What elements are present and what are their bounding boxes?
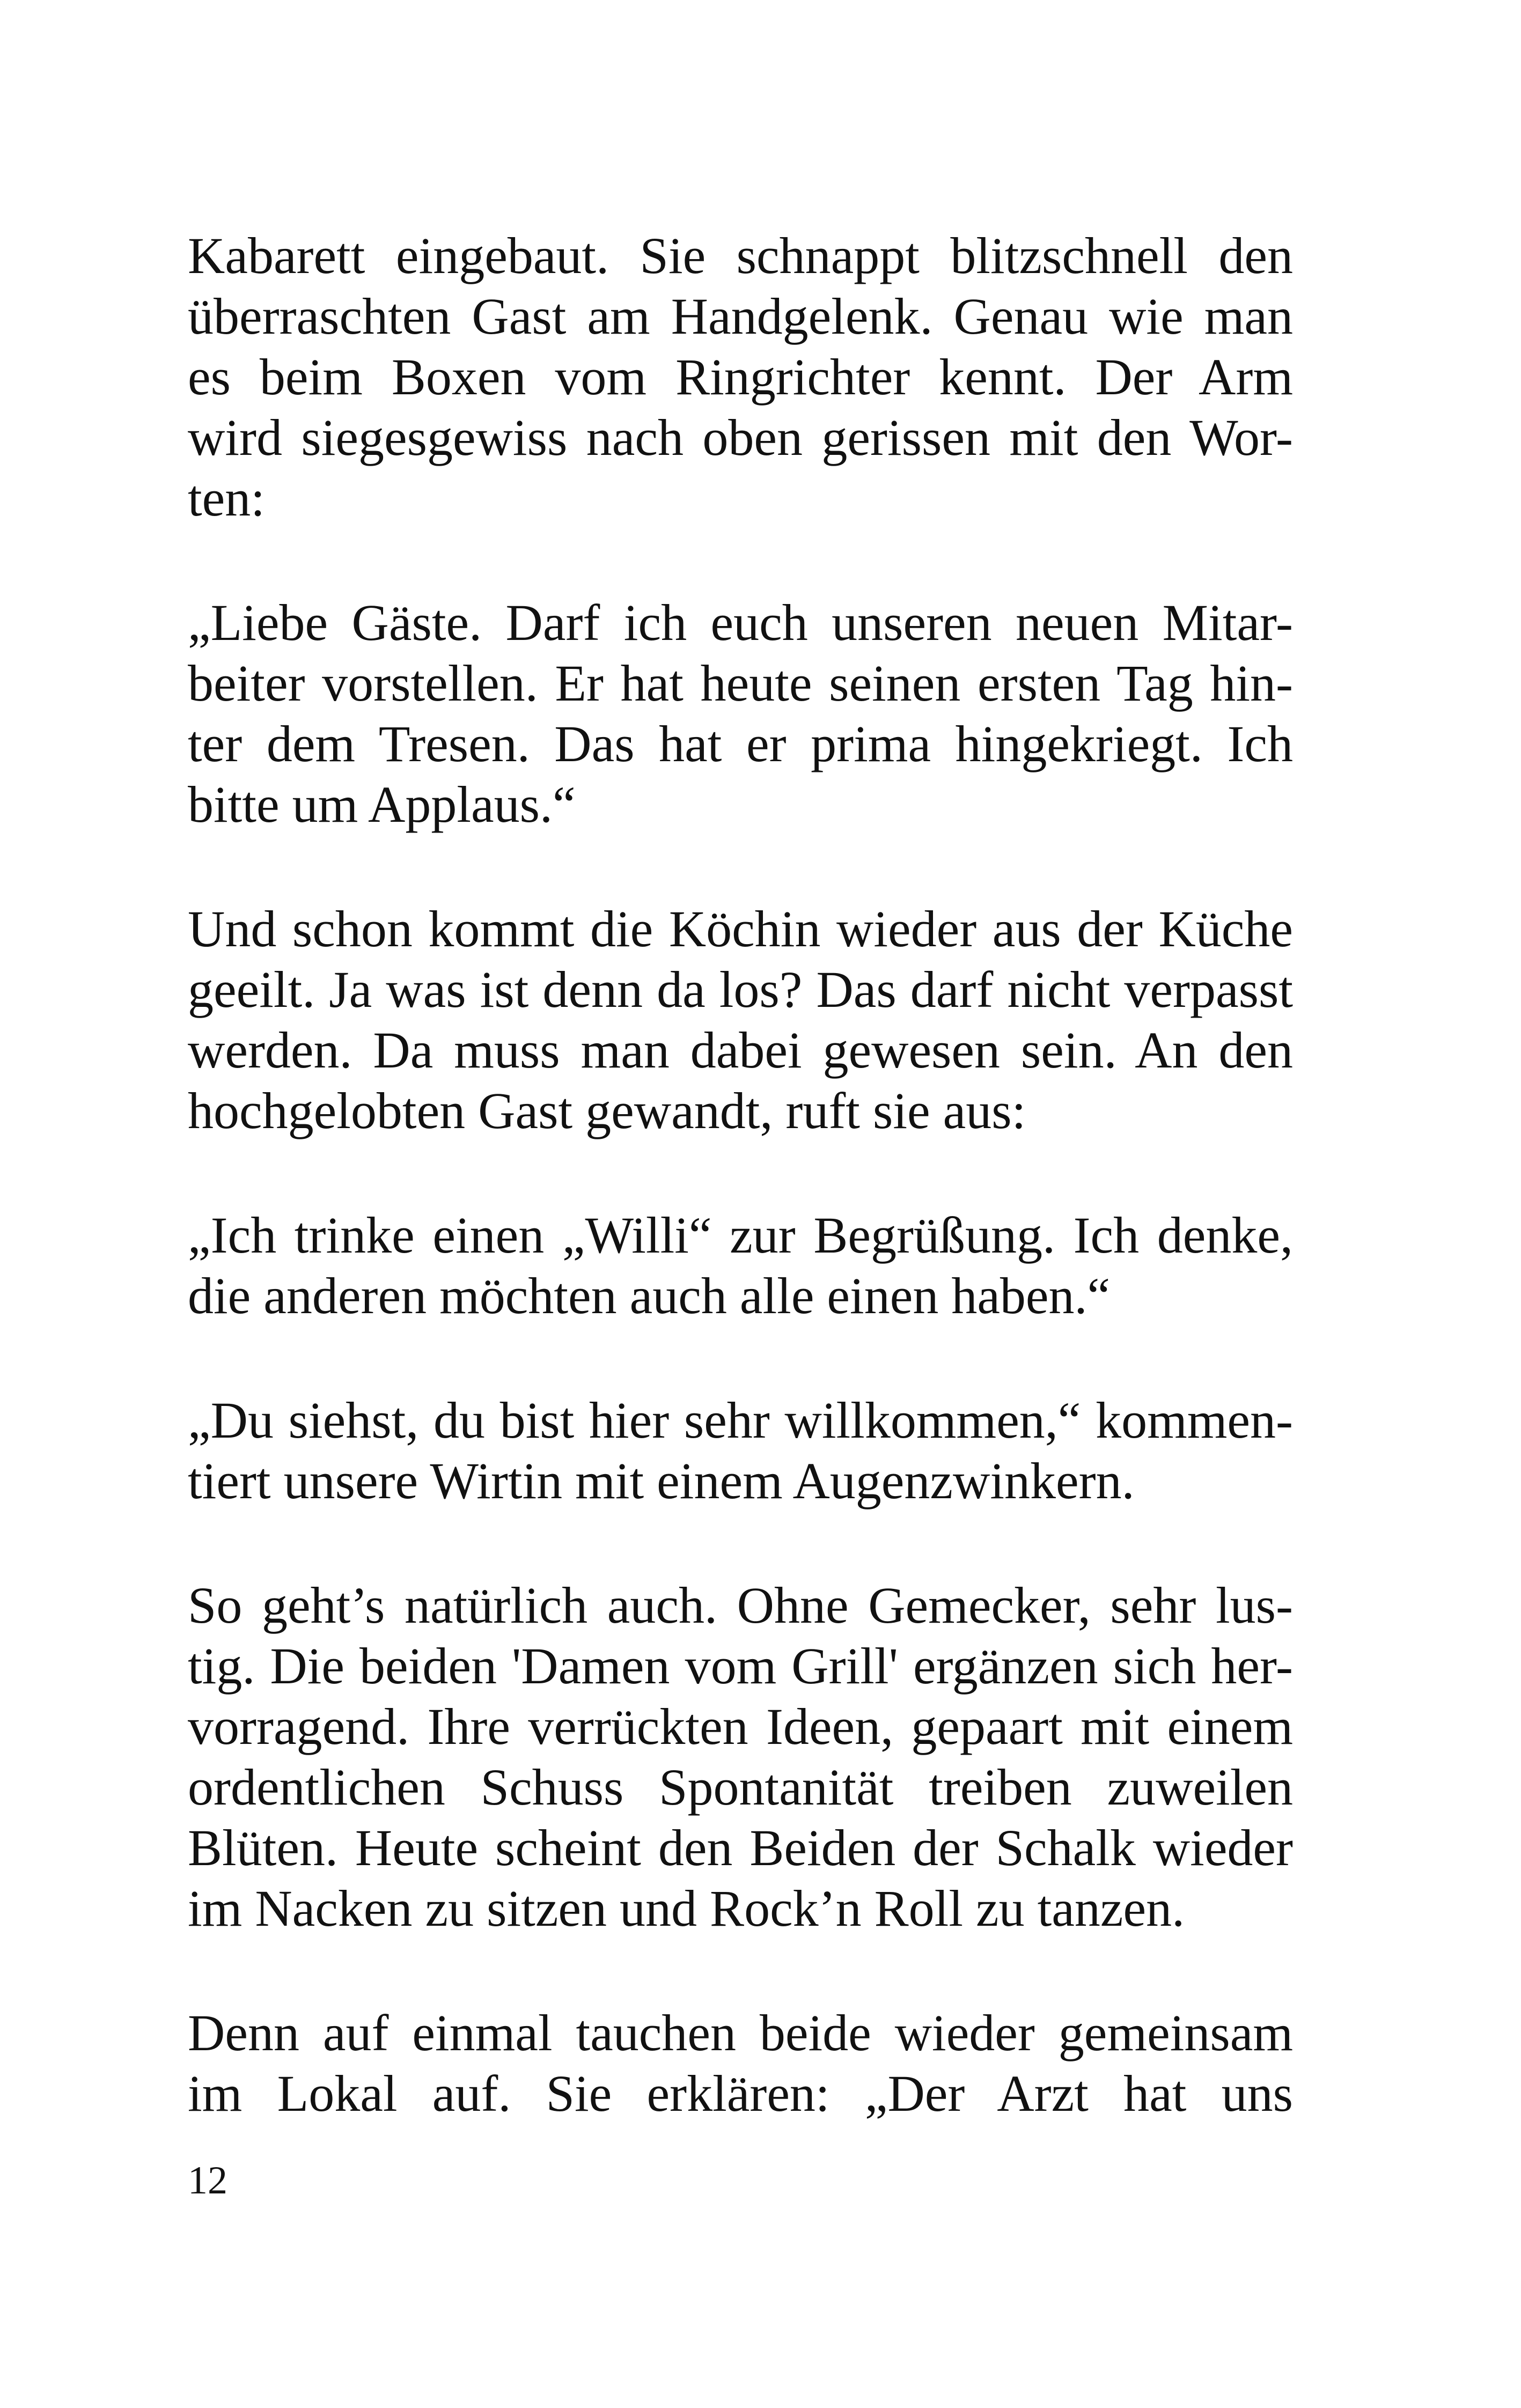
text-line: geeilt. Ja was ist denn da los? Das darf nicht verpasst	[188, 961, 1293, 1018]
text-line: Und schon kommt die Köchin wieder aus der Küche	[188, 900, 1293, 958]
text-line: vorragend. Ihre verrückten Ideen, gepaart mit einem	[188, 1698, 1293, 1755]
text-line: Denn auf einmal tauchen beide wieder gemeinsam	[188, 2004, 1293, 2061]
paragraph	[188, 592, 1293, 835]
paragraph	[188, 225, 1293, 528]
paragraph	[188, 1205, 1293, 1326]
text-line: tiert unsere Wirtin mit einem Augenzwinkern.	[188, 1452, 1135, 1509]
page-number: 12	[188, 2159, 227, 2203]
text-line: „Ich trinke einen „Willi“ zur Begrüßung. Ich denke,	[188, 1206, 1293, 1264]
text-line: überraschten Gast am Handgelenk. Genau wie man	[188, 288, 1293, 345]
paragraph	[188, 1575, 1293, 1939]
text-line: es beim Boxen vom Ringrichter kennt. Der Arm	[188, 348, 1293, 406]
paragraph	[188, 1390, 1293, 1511]
paragraph	[188, 899, 1293, 1141]
text-line: ter dem Tresen. Das hat er prima hingekriegt. Ich	[188, 715, 1293, 772]
body-text	[188, 225, 1293, 2188]
text-line: „Du siehst, du bist hier sehr willkommen,“ kommen-	[188, 1391, 1293, 1449]
text-line: Blüten. Heute scheint den Beiden der Schalk wieder	[188, 1819, 1293, 1876]
text-line: im Nacken zu sitzen und Rock’n Roll zu tanzen.	[188, 1880, 1185, 1937]
text-line: beiter vorstellen. Er hat heute seinen ersten Tag hin-	[188, 654, 1293, 712]
text-line: So geht’s natürlich auch. Ohne Gemecker, sehr lus-	[188, 1577, 1293, 1634]
text-line: ordentlichen Schuss Spontanität treiben zuweilen	[188, 1758, 1293, 1816]
text-line: „Liebe Gäste. Darf ich euch unseren neuen Mitar-	[188, 594, 1293, 651]
text-line: tig. Die beiden 'Damen vom Grill' ergänzen sich her-	[188, 1637, 1293, 1695]
paragraph	[188, 2002, 1293, 2124]
text-line: die anderen möchten auch alle einen haben.“	[188, 1267, 1111, 1324]
text-line: im Lokal auf. Sie erklären: „Der Arzt hat uns	[188, 2065, 1293, 2122]
text-line: bitte um Applaus.“	[188, 776, 576, 833]
text-line: wird siegesgewiss nach oben gerissen mit den Wor-	[188, 409, 1293, 466]
text-line: Kabarett eingebaut. Sie schnappt blitzschnell den	[188, 227, 1293, 284]
text-line: ten:	[188, 469, 265, 527]
text-line: werden. Da muss man dabei gewesen sein. An den	[188, 1021, 1293, 1079]
text-line: hochgelobten Gast gewandt, ruft sie aus:	[188, 1082, 1026, 1139]
